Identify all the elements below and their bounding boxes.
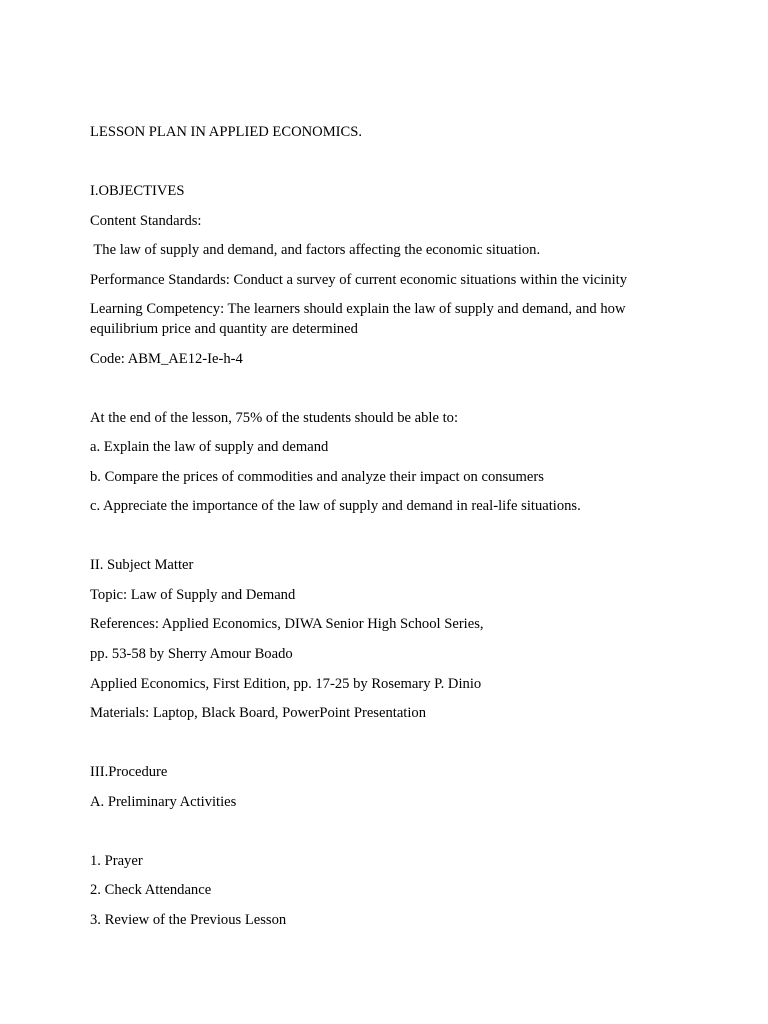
subject-matter-heading: II. Subject Matter xyxy=(90,557,194,573)
preliminary-activities-heading: A. Preliminary Activities xyxy=(90,794,237,810)
objectives-heading: I.OBJECTIVES xyxy=(90,183,185,199)
procedure-item: 3. Review of the Previous Lesson xyxy=(90,912,287,928)
learning-competency: Learning Competency: The learners should explain the law of supply and demand, and how equilibrium price and quantity are determined xyxy=(90,301,626,337)
subject-topic: Topic: Law of Supply and Demand xyxy=(90,587,296,603)
objective-item: b. Compare the prices of commodities and analyze their impact on consumers xyxy=(90,469,544,485)
objective-item: c. Appreciate the importance of the law of supply and demand in real-life situations. xyxy=(90,498,581,514)
objectives-intro: At the end of the lesson, 75% of the students should be able to: xyxy=(90,410,459,426)
procedure-heading: III.Procedure xyxy=(90,764,168,780)
materials-line: Materials: Laptop, Black Board, PowerPoint Presentation xyxy=(90,705,426,721)
competency-code: Code: ABM_AE12-Ie-h-4 xyxy=(90,351,243,367)
content-standards-label: Content Standards: xyxy=(90,213,202,229)
objective-item: a. Explain the law of supply and demand xyxy=(90,439,329,455)
references-line: Applied Economics, First Edition, pp. 17-25 by Rosemary P. Dinio xyxy=(90,676,482,692)
references-line: pp. 53-58 by Sherry Amour Boado xyxy=(90,646,293,662)
performance-standards: Performance Standards: Conduct a survey of current economic situations within the vicinity xyxy=(90,272,627,288)
document-title: LESSON PLAN IN APPLIED ECONOMICS. xyxy=(90,124,363,140)
references-line: References: Applied Economics, DIWA Senior High School Series, xyxy=(90,616,484,632)
document-page xyxy=(90,0,680,1024)
content-standards-text: The law of supply and demand, and factors affecting the economic situation. xyxy=(90,242,541,258)
procedure-item: 2. Check Attendance xyxy=(90,882,212,898)
procedure-item: 1. Prayer xyxy=(90,853,143,869)
